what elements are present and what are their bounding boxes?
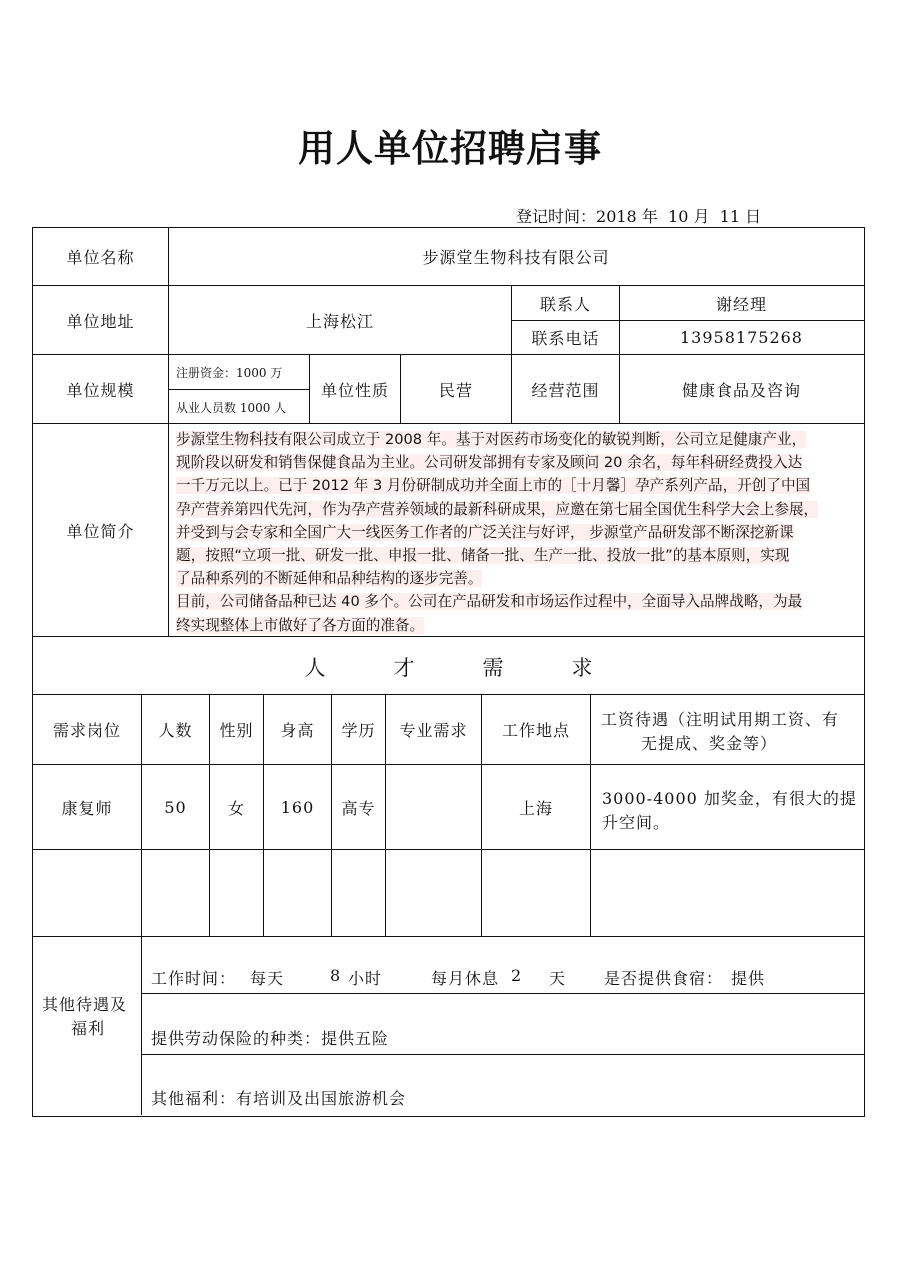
cell-count: 50 <box>164 797 187 817</box>
table-rule <box>141 993 864 994</box>
register-day-unit: 日 <box>745 207 762 226</box>
rest-unit: 天 <box>549 969 567 988</box>
work-time-label: 工作时间： <box>151 969 237 988</box>
cell-position: 康复师 <box>61 798 113 818</box>
lodging-label: 是否提供食宿： <box>604 969 724 988</box>
intro-line: 终实现整体上市做好了各方面的准备。 <box>176 616 425 634</box>
talent-title-char: 人 <box>304 656 326 680</box>
intro-line: 并受到与会专家和全国广大一线医务工作者的广泛关注与好评， 步源堂产品研发部不断深挖新课 <box>176 523 794 541</box>
work-hours-unit: 小时 <box>348 969 383 988</box>
header-major: 专业需求 <box>399 721 468 740</box>
register-day: 11 <box>719 207 741 226</box>
rest-label: 每月休息 <box>431 969 500 988</box>
lodging-value: 提供 <box>731 969 766 988</box>
table-rule <box>590 694 591 936</box>
register-month: 10 <box>668 207 689 226</box>
scope-value: 健康食品及咨询 <box>681 380 801 400</box>
table-rule <box>32 936 864 937</box>
header-height: 身高 <box>280 721 315 740</box>
talent-title-char: 才 <box>393 656 415 680</box>
intro-line: 步源堂生物科技有限公司成立于 2008 年。基于对医药市场变化的敏锐判断，公司立足健康产业， <box>176 431 807 448</box>
table-rule <box>141 1054 864 1055</box>
cell-height: 160 <box>280 797 315 817</box>
header-location: 工作地点 <box>501 721 570 740</box>
work-hours: 8 <box>330 966 342 985</box>
other-benefits: 其他福利：有培训及出国旅游机会 <box>151 1089 407 1108</box>
intro-line: 了品种系列的不断延伸和品种结构的逐步完善。 <box>176 570 483 588</box>
table-rule <box>32 849 864 850</box>
talent-title-char: 需 <box>482 656 504 680</box>
employees-value: 从业人员数 1000 人 <box>176 401 287 415</box>
cell-major <box>386 765 481 849</box>
register-date <box>516 204 761 227</box>
intro-line: 孕产营养第四代先河，作为孕产营养领域的最新科研成果，应邀在第七届全国优生科学大会上参展， <box>176 500 819 518</box>
scale-label: 单位规模 <box>66 380 135 400</box>
nature-value: 民营 <box>438 380 473 400</box>
intro-line: 题，按照“立项一批、研发一批、申报一批、储备一批、生产一批、投放一批”的基本原则，实现 <box>176 547 790 565</box>
register-label: 登记时间： <box>516 207 597 226</box>
cell-salary: 升空间。 <box>602 813 671 832</box>
work-time-prefix: 每天 <box>250 969 285 988</box>
header-gender: 性别 <box>219 721 254 740</box>
contact-value: 谢经理 <box>715 294 767 314</box>
contact-label: 联系人 <box>539 294 591 314</box>
address-label: 单位地址 <box>66 311 135 331</box>
insurance-info: 提供劳动保险的种类：提供五险 <box>151 1029 390 1048</box>
address-value: 上海松江 <box>305 311 374 331</box>
company-name: 步源堂生物科技有限公司 <box>422 248 610 267</box>
header-education: 学历 <box>341 721 376 740</box>
header-count: 人数 <box>158 721 193 740</box>
cell-gender: 女 <box>227 798 245 818</box>
benefits-label: 福利 <box>71 1019 106 1038</box>
intro-label: 单位简介 <box>66 521 135 541</box>
company-intro <box>176 428 860 637</box>
phone-label: 联系电话 <box>531 329 600 348</box>
capital-value: 注册资金：1000 万 <box>176 366 283 380</box>
benefits-label: 其他待遇及 <box>42 995 128 1014</box>
header-salary: 无提成、奖金等） <box>641 734 778 753</box>
cell-education: 高专 <box>341 798 376 818</box>
scope-label: 经营范围 <box>531 380 600 400</box>
nature-label: 单位性质 <box>320 380 389 400</box>
register-year: 2018 <box>596 207 637 226</box>
talent-section-title <box>32 652 865 682</box>
register-month-unit: 月 <box>693 207 710 226</box>
page-title: 用人单位招聘启事 <box>298 127 602 170</box>
register-year-unit: 年 <box>641 207 658 226</box>
cell-salary: 3000-4000 加奖金，有很大的提 <box>602 789 857 808</box>
table-rule <box>168 389 309 390</box>
cell-location: 上海 <box>518 798 553 818</box>
rest-days: 2 <box>511 966 523 985</box>
intro-line: 目前，公司储备品种已达 40 多个。公司在产品研发和市场运作过程中，全面导入品牌战略，为最 <box>176 593 803 611</box>
phone-value: 13958175268 <box>680 328 803 347</box>
header-position: 需求岗位 <box>52 721 121 740</box>
intro-line: 一千万元以上。已于 2012 年 3 月份研制成功并全面上市的［十月馨］孕产系列产品，开创了中国 <box>176 477 811 495</box>
talent-title-char: 求 <box>571 656 593 680</box>
intro-line: 现阶段以研发和销售保健食品为主业。公司研发部拥有专家及顾问 20 余名，每年科研经费投入达 <box>176 454 803 472</box>
company-name-label: 单位名称 <box>66 248 135 267</box>
header-salary: 工资待遇（注明试用期工资、有 <box>601 710 840 729</box>
